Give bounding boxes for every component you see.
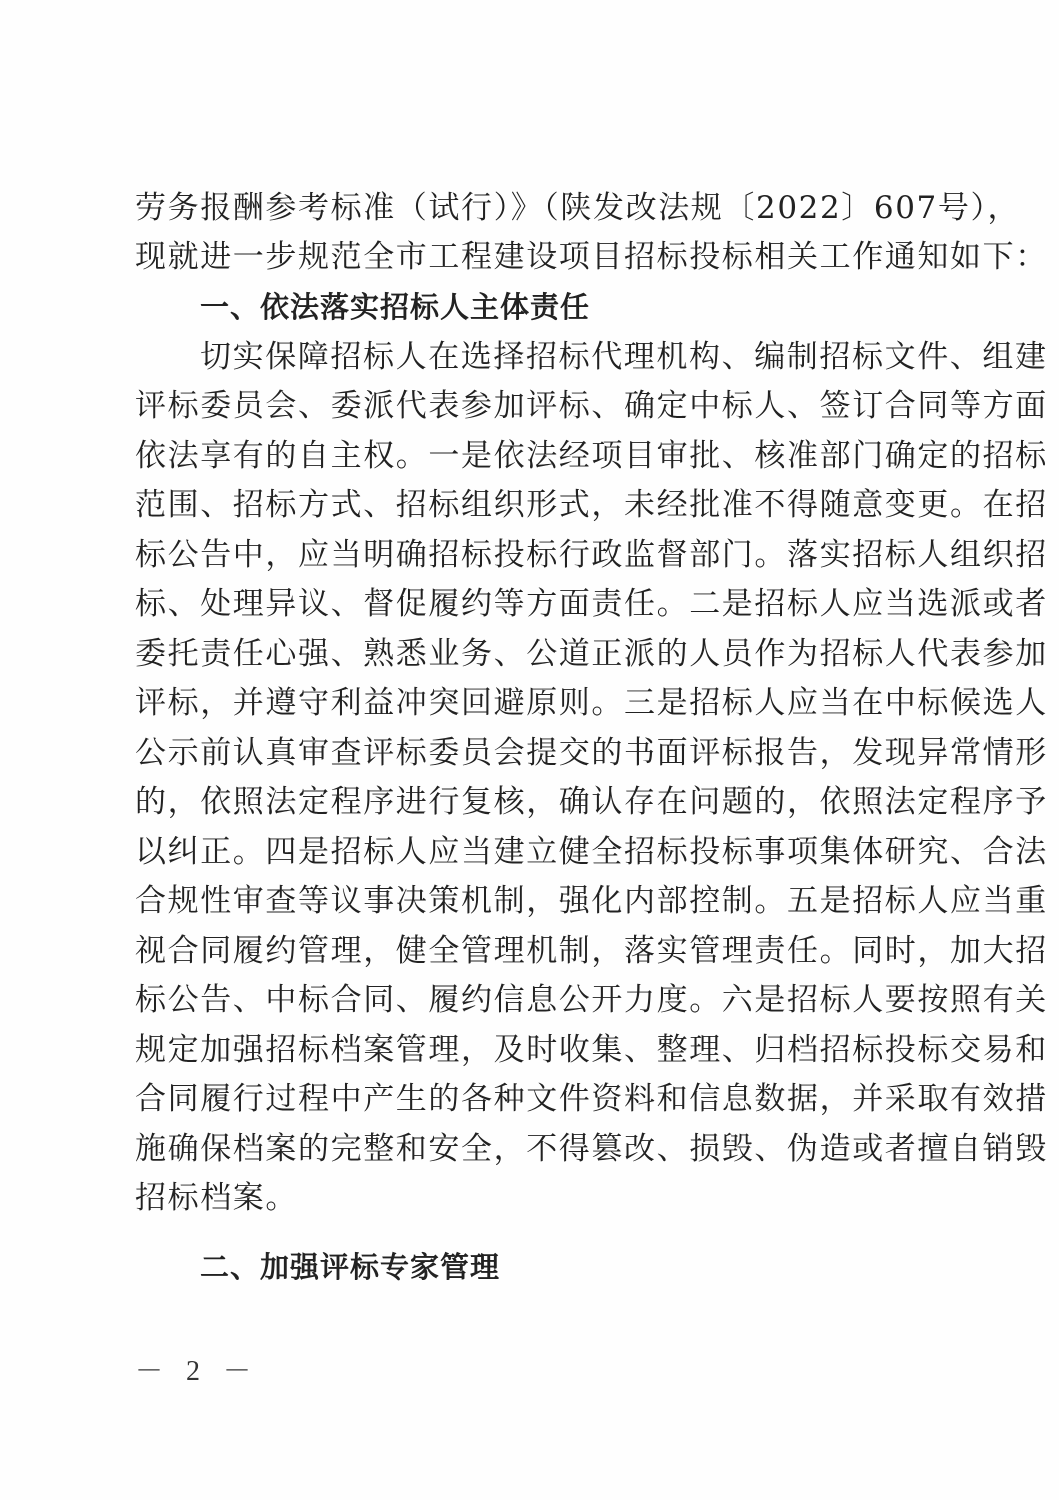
paragraph-line: 以纠正。四是招标人应当建立健全招标投标事项集体研究、合法 (135, 834, 1048, 870)
paragraph-line: 施确保档案的完整和安全，不得篡改、损毁、伪造或者擅自销毁 (135, 1131, 1048, 1167)
paragraph-line: 合同履行过程中产生的各种文件资料和信息数据，并采取有效措 (135, 1081, 1048, 1117)
paragraph-line: 评标委员会、委派代表参加评标、确定中标人、签订合同等方面 (135, 388, 1048, 424)
paragraph-line: 标公告、中标合同、履约信息公开力度。六是招标人要按照有关 (135, 982, 1048, 1018)
paragraph-line: 评标，并遵守利益冲突回避原则。三是招标人应当在中标候选人 (135, 685, 1048, 721)
paragraph-line: 的，依照法定程序进行复核，确认存在问题的，依照法定程序予 (135, 784, 1048, 820)
paragraph-line: 规定加强招标档案管理，及时收集、整理、归档招标投标交易和 (135, 1032, 1048, 1068)
section-1-heading: 一、依法落实招标人主体责任 (200, 290, 591, 324)
paragraph-line: 范围、招标方式、招标组织形式，未经批准不得随意变更。在招 (135, 487, 1048, 523)
paragraph-line: 委托责任心强、熟悉业务、公道正派的人员作为招标人代表参加 (135, 636, 1048, 672)
intro-line-2: 现就进一步规范全市工程建设项目招标投标相关工作通知如下： (135, 239, 1048, 275)
paragraph-line: 合规性审查等议事决策机制，强化内部控制。五是招标人应当重 (135, 883, 1048, 919)
paragraph-line: 标公告中，应当明确招标投标行政监督部门。落实招标人组织招 (135, 537, 1048, 573)
paragraph-line: 依法享有的自主权。一是依法经项目审批、核准部门确定的招标 (135, 438, 1048, 474)
intro-line-1: 劳务报酬参考标准（试行）》（陕发改法规〔2022〕607号）， (135, 190, 1021, 226)
paragraph-line: 视合同履约管理，健全管理机制，落实管理责任。同时，加大招 (135, 933, 1048, 969)
paragraph-line: 切实保障招标人在选择招标代理机构、编制招标文件、组建 (200, 339, 1048, 375)
paragraph-line: 招标档案。 (135, 1180, 298, 1216)
paragraph-line: 标、处理异议、督促履约等方面责任。二是招标人应当选派或者 (135, 586, 1048, 622)
page-number: － 2 － (135, 1356, 260, 1387)
section-2-heading: 二、加强评标专家管理 (200, 1250, 501, 1284)
paragraph-line: 公示前认真审查评标委员会提交的书面评标报告，发现异常情形 (135, 735, 1048, 771)
